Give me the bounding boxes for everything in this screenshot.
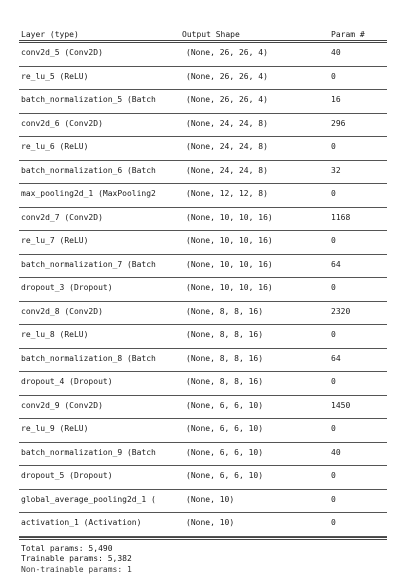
layer-name: conv2d_7 (Conv2D) <box>21 213 103 223</box>
param-count: 2320 <box>331 307 350 317</box>
table-row <box>19 490 387 514</box>
table-row <box>19 137 387 161</box>
layer-name: dropout_5 (Dropout) <box>21 471 113 481</box>
table-row <box>19 184 387 208</box>
output-shape: (None, 8, 8, 16) <box>186 377 263 387</box>
table-row <box>19 67 387 91</box>
param-count: 40 <box>331 448 341 458</box>
param-count: 1450 <box>331 401 350 411</box>
table-row <box>19 255 387 279</box>
output-shape: (None, 10, 10, 16) <box>186 260 273 270</box>
layer-name: activation_1 (Activation) <box>21 518 141 528</box>
param-count: 32 <box>331 166 341 176</box>
output-shape: (None, 10, 10, 16) <box>186 213 273 223</box>
table-row <box>19 43 387 67</box>
output-shape: (None, 8, 8, 16) <box>186 307 263 317</box>
output-shape: (None, 8, 8, 16) <box>186 354 263 364</box>
footer-divider <box>19 537 387 540</box>
table-row <box>19 208 387 232</box>
layer-name: conv2d_5 (Conv2D) <box>21 48 103 58</box>
param-count: 0 <box>331 72 336 82</box>
summary-header <box>19 26 387 40</box>
layer-name: batch_normalization_6 (Batch <box>21 166 156 176</box>
layer-name: re_lu_7 (ReLU) <box>21 236 88 246</box>
layer-name: re_lu_8 (ReLU) <box>21 330 88 340</box>
header-layer-type: Layer (type) <box>21 30 79 40</box>
table-row <box>19 161 387 185</box>
layer-name: re_lu_6 (ReLU) <box>21 142 88 152</box>
table-row <box>19 90 387 114</box>
layer-rows <box>19 43 387 537</box>
layer-name: dropout_3 (Dropout) <box>21 283 113 293</box>
layer-name: batch_normalization_5 (Batch <box>21 95 156 105</box>
layer-name: re_lu_5 (ReLU) <box>21 72 88 82</box>
output-shape: (None, 8, 8, 16) <box>186 330 263 340</box>
layer-name: batch_normalization_9 (Batch <box>21 448 156 458</box>
param-count: 0 <box>331 236 336 246</box>
param-count: 0 <box>331 518 336 528</box>
output-shape: (None, 24, 24, 8) <box>186 142 268 152</box>
table-row <box>19 302 387 326</box>
layer-name: dropout_4 (Dropout) <box>21 377 113 387</box>
table-row <box>19 231 387 255</box>
param-count: 64 <box>331 260 341 270</box>
param-count: 16 <box>331 95 341 105</box>
table-row <box>19 114 387 138</box>
layer-name: conv2d_6 (Conv2D) <box>21 119 103 129</box>
param-totals <box>19 544 387 575</box>
layer-name: re_lu_9 (ReLU) <box>21 424 88 434</box>
header-output-shape: Output Shape <box>182 30 240 40</box>
output-shape: (None, 10, 10, 16) <box>186 236 273 246</box>
layer-name: conv2d_8 (Conv2D) <box>21 307 103 317</box>
total-params: Total params: 5,490 <box>19 544 387 555</box>
layer-name: max_pooling2d_1 (MaxPooling2 <box>21 189 156 199</box>
param-count: 0 <box>331 471 336 481</box>
param-count: 0 <box>331 424 336 434</box>
param-count: 0 <box>331 377 336 387</box>
output-shape: (None, 6, 6, 10) <box>186 401 263 411</box>
non-trainable-params: Non-trainable params: 1 <box>19 565 387 575</box>
param-count: 1168 <box>331 213 350 223</box>
layer-name: conv2d_9 (Conv2D) <box>21 401 103 411</box>
layer-name: global_average_pooling2d_1 ( <box>21 495 156 505</box>
param-count: 0 <box>331 330 336 340</box>
layer-name: batch_normalization_8 (Batch <box>21 354 156 364</box>
param-count: 0 <box>331 189 336 199</box>
output-shape: (None, 26, 26, 4) <box>186 72 268 82</box>
table-row <box>19 349 387 373</box>
table-row <box>19 513 387 537</box>
param-count: 64 <box>331 354 341 364</box>
param-count: 0 <box>331 283 336 293</box>
param-count: 40 <box>331 48 341 58</box>
model-summary <box>19 26 387 575</box>
table-row <box>19 325 387 349</box>
output-shape: (None, 6, 6, 10) <box>186 424 263 434</box>
output-shape: (None, 6, 6, 10) <box>186 448 263 458</box>
param-count: 296 <box>331 119 345 129</box>
output-shape: (None, 10) <box>186 518 234 528</box>
param-count: 0 <box>331 142 336 152</box>
output-shape: (None, 10, 10, 16) <box>186 283 273 293</box>
output-shape: (None, 24, 24, 8) <box>186 166 268 176</box>
table-row <box>19 443 387 467</box>
param-count: 0 <box>331 495 336 505</box>
output-shape: (None, 26, 26, 4) <box>186 48 268 58</box>
header-param-count: Param # <box>331 30 365 40</box>
table-row <box>19 419 387 443</box>
table-row <box>19 278 387 302</box>
output-shape: (None, 6, 6, 10) <box>186 471 263 481</box>
table-row <box>19 372 387 396</box>
output-shape: (None, 12, 12, 8) <box>186 189 268 199</box>
trainable-params: Trainable params: 5,382 <box>19 554 387 565</box>
table-row <box>19 396 387 420</box>
table-row <box>19 466 387 490</box>
output-shape: (None, 26, 26, 4) <box>186 95 268 105</box>
output-shape: (None, 24, 24, 8) <box>186 119 268 129</box>
output-shape: (None, 10) <box>186 495 234 505</box>
layer-name: batch_normalization_7 (Batch <box>21 260 156 270</box>
